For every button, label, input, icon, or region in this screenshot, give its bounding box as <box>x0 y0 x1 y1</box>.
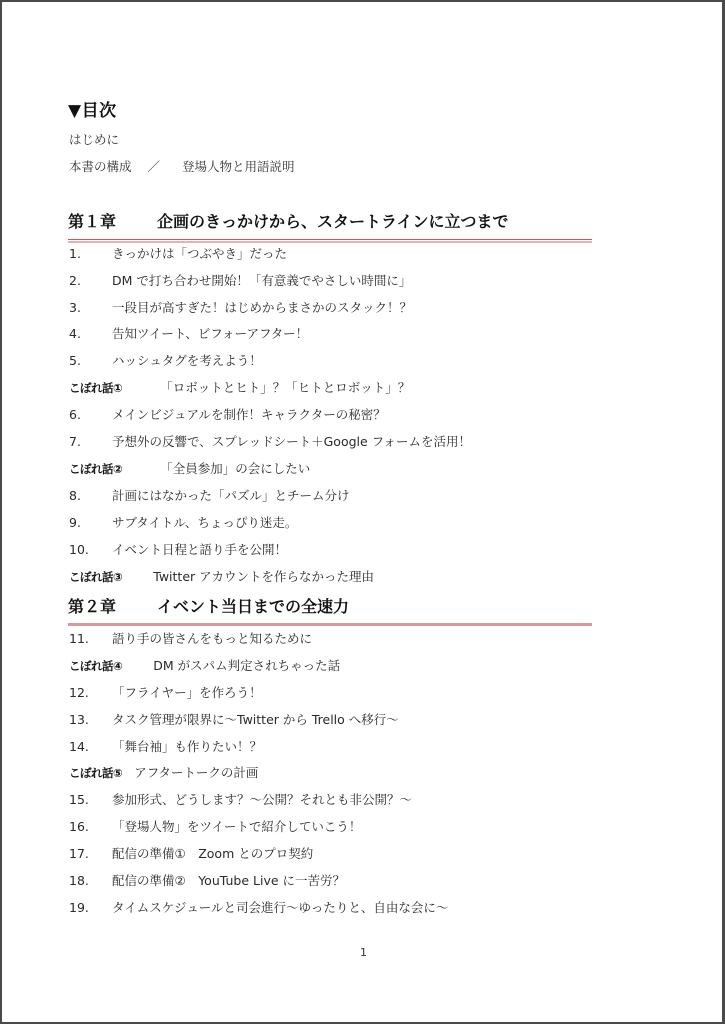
entry-title: イベント日程と語り手を公開！ <box>112 542 288 557</box>
toc-aside-entry[interactable] <box>69 379 410 397</box>
chapter-2-heading[interactable] <box>68 596 592 618</box>
entry-number: 19. <box>69 900 89 915</box>
entry-title: タイムスケジュールと司会進行～ゆったりと、自由な会に～ <box>112 900 449 915</box>
chapter-number: 第１章 <box>68 212 117 231</box>
front-matter-label: はじめに <box>69 132 120 147</box>
entry-title: 語り手の皆さんをもっと知るために <box>112 631 313 646</box>
entry-title: 配信の準備② YouTube Live に一苦労？ <box>112 873 346 888</box>
toc-aside-entry[interactable] <box>69 568 374 586</box>
entry-number: 6. <box>69 407 81 422</box>
chapter-underline <box>68 623 592 626</box>
front-matter-structure[interactable] <box>69 157 295 175</box>
toc-entry[interactable] <box>69 352 262 370</box>
entry-number: 17. <box>69 846 89 861</box>
aside-label: こぼれ話① <box>69 381 123 395</box>
entry-title: 配信の準備① Zoom とのプロ契約 <box>112 846 314 861</box>
entry-number: 14. <box>69 739 89 754</box>
entry-number: 15. <box>69 792 89 807</box>
entry-number: 2. <box>69 273 81 288</box>
entry-number: 3. <box>69 300 81 315</box>
entry-title: Twitter アカウントを作らなかった理由 <box>153 569 374 584</box>
toc-entry[interactable] <box>69 245 287 263</box>
entry-title: アフタートークの計画 <box>134 765 259 780</box>
entry-title: サブタイトル、ちょっぴり迷走。 <box>112 515 298 530</box>
toc-entry[interactable] <box>69 684 262 702</box>
entry-number: 5. <box>69 353 81 368</box>
chapter-underline-secondary <box>68 241 592 243</box>
entry-number: 16. <box>69 819 89 834</box>
toc-entry[interactable] <box>69 791 412 809</box>
page-number: 1 <box>360 946 367 959</box>
toc-entry[interactable] <box>69 299 412 317</box>
toc-entry[interactable] <box>69 541 287 559</box>
chapter-number: 第２章 <box>68 597 117 616</box>
front-matter-introduction[interactable] <box>69 130 119 148</box>
toc-entry[interactable] <box>69 899 448 917</box>
entry-number: 7. <box>69 434 81 449</box>
entry-number: 13. <box>69 712 89 727</box>
entry-number: 1. <box>69 246 81 261</box>
entry-title: きっかけは「つぶやき」だった <box>112 246 288 261</box>
entry-title: ハッシュタグを考えよう！ <box>112 353 262 368</box>
chapter-title: 企画のきっかけから、スタートラインに立つまで <box>157 212 509 231</box>
chapter-title: イベント当日までの全速力 <box>157 597 350 616</box>
toc-entry[interactable] <box>69 711 399 729</box>
aside-label: こぼれ話③ <box>69 570 123 584</box>
entry-title: DM がスパム判定されちゃった話 <box>153 658 341 673</box>
toc-entry[interactable] <box>69 630 312 648</box>
entry-title: 一段目が高すぎた！はじめからまさかのスタック！？ <box>112 300 413 315</box>
entry-title: DM で打ち合わせ開始！「有意義でやさしい時間に」 <box>112 273 412 288</box>
entry-number: 4. <box>69 326 81 341</box>
entry-number: 9. <box>69 515 81 530</box>
entry-number: 10. <box>69 542 89 557</box>
entry-title: 「登場人物」をツイートで紹介していこう！ <box>112 819 362 834</box>
entry-title: 告知ツイート、ビフォーアフター！ <box>112 326 309 341</box>
entry-title: 「舞台袖」も作りたい！？ <box>112 739 263 754</box>
toc-aside-entry[interactable] <box>69 764 258 782</box>
toc-heading: ▼目次 <box>68 101 117 121</box>
aside-label: こぼれ話④ <box>69 659 123 673</box>
entry-title: 予想外の反響で、スプレッドシート＋Google フォームを活用！ <box>112 434 472 449</box>
entry-title: メインビジュアルを制作！キャラクターの秘密？ <box>112 407 386 422</box>
entry-title: 「全員参加」の会にしたい <box>160 461 311 476</box>
toc-entry[interactable] <box>69 514 297 532</box>
entry-title: 参加形式、どうします？～公開？それとも非公開？～ <box>112 792 413 807</box>
toc-entry[interactable] <box>69 406 386 424</box>
entry-number: 11. <box>69 631 89 646</box>
toc-aside-entry[interactable] <box>69 657 340 675</box>
toc-entry[interactable] <box>69 738 262 756</box>
front-matter-label: 本書の構成 <box>69 159 132 174</box>
toc-entry[interactable] <box>69 872 345 890</box>
toc-entry[interactable] <box>69 487 350 505</box>
toc-entry[interactable] <box>69 272 411 290</box>
entry-title: 「フライヤー」を作ろう！ <box>112 685 262 700</box>
toc-entry[interactable] <box>69 818 361 836</box>
aside-label: こぼれ話② <box>69 462 123 476</box>
toc-entry[interactable] <box>69 325 308 343</box>
chapter-underline <box>68 239 592 240</box>
toc-aside-entry[interactable] <box>69 460 310 478</box>
toc-entry[interactable] <box>69 845 313 863</box>
entry-number: 12. <box>69 685 89 700</box>
separator: ／ <box>147 159 161 174</box>
chapter-1-heading[interactable] <box>68 211 592 233</box>
aside-label: こぼれ話⑤ <box>69 766 123 780</box>
entry-title: 計画にはなかった「パズル」とチーム分け <box>112 488 350 503</box>
entry-number: 18. <box>69 873 89 888</box>
entry-title: 「ロボットとヒト」？「ヒトとロボット」？ <box>160 380 411 395</box>
front-matter-label-2: 登場人物と用語説明 <box>182 159 295 174</box>
entry-title: タスク管理が限界に～Twitter から Trello へ移行～ <box>112 712 399 727</box>
toc-entry[interactable] <box>69 433 471 451</box>
entry-number: 8. <box>69 488 81 503</box>
